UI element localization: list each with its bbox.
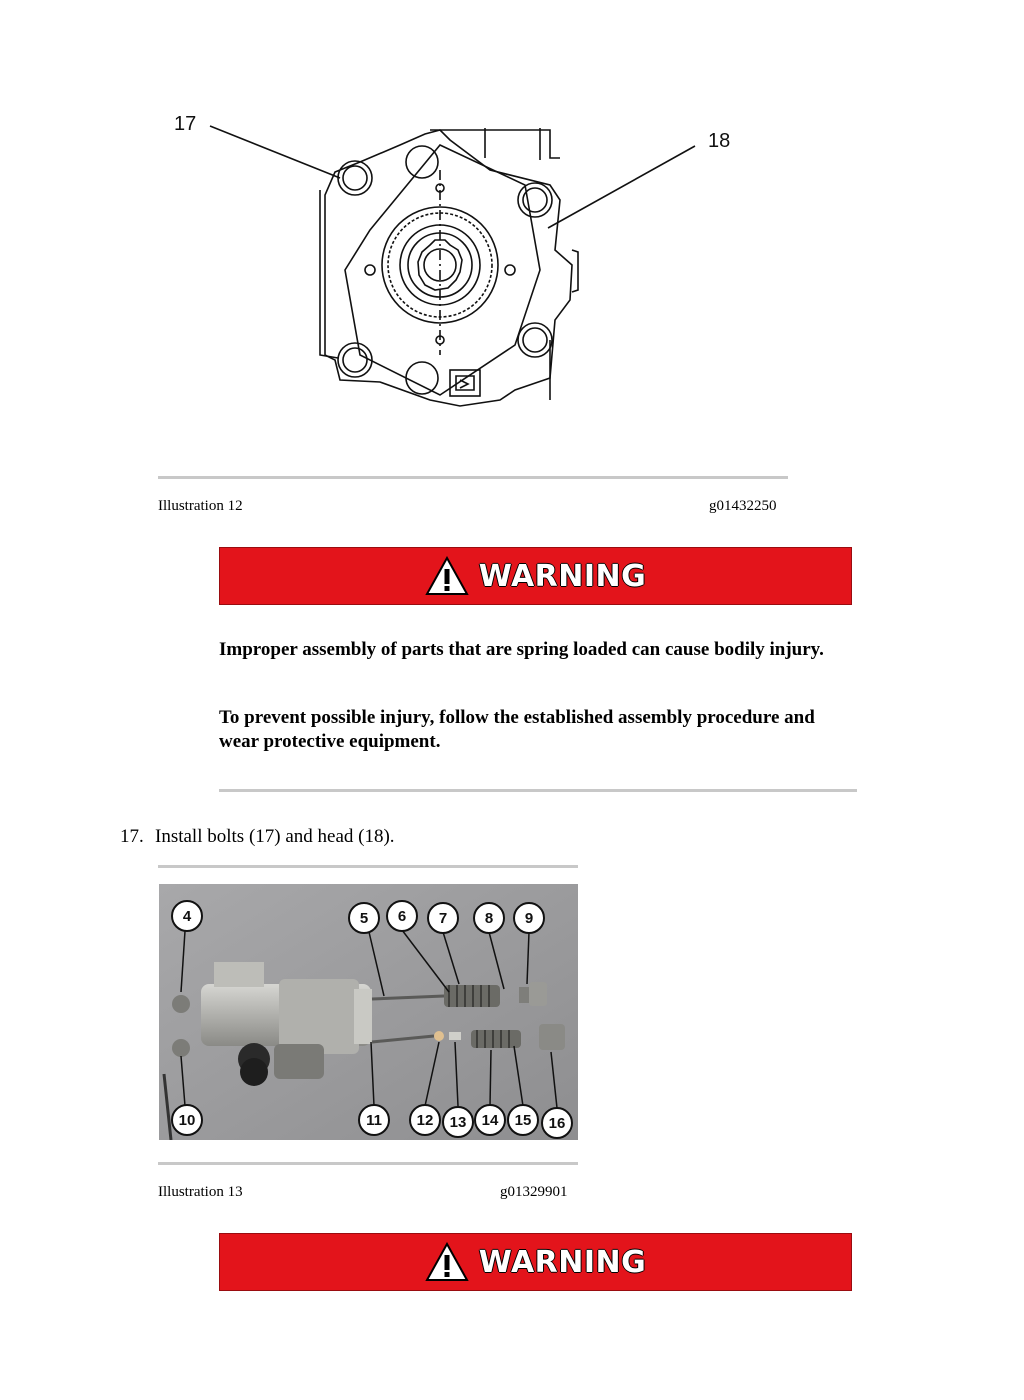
callout-5: 5 xyxy=(359,910,369,927)
callout-17: 17 xyxy=(174,113,197,135)
step-17 xyxy=(120,826,395,848)
warning-triangle-icon xyxy=(425,1242,469,1282)
caption-code-13: g01329901 xyxy=(500,1184,568,1200)
divider-warning xyxy=(219,789,857,792)
callout-16: 16 xyxy=(548,1115,566,1132)
callout-11: 11 xyxy=(366,1112,382,1129)
step-text: Install bolts (17) and head (18). xyxy=(155,826,395,847)
callout-8: 8 xyxy=(484,910,494,927)
divider-illustration-13 xyxy=(158,1162,578,1165)
warning-banner-2-text: WARNING xyxy=(478,1244,647,1280)
callout-4: 4 xyxy=(182,908,192,925)
caption-label-12: Illustration 12 xyxy=(158,498,243,514)
warning-triangle-icon xyxy=(425,556,469,596)
caption-code-12: g01432250 xyxy=(709,498,777,514)
callout-12: 12 xyxy=(416,1112,434,1129)
warning-banner-2 xyxy=(219,1233,852,1291)
divider-above-illustration-13 xyxy=(158,865,578,868)
caption-label-13: Illustration 13 xyxy=(158,1184,243,1200)
callout-18: 18 xyxy=(708,130,731,152)
illustration-12-drawing xyxy=(160,100,780,440)
callout-13: 13 xyxy=(449,1114,467,1131)
callout-10: 10 xyxy=(178,1112,196,1129)
warning-banner-text: WARNING xyxy=(478,558,647,594)
warning-banner xyxy=(219,547,852,605)
warning-paragraph-1: Improper assembly of parts that are spring loaded can cause bodily injury. xyxy=(219,639,824,660)
callout-9: 9 xyxy=(524,910,534,927)
callout-15: 15 xyxy=(514,1112,532,1129)
warning-paragraph-2: To prevent possible injury, follow the established assembly procedure and wear protective equipment. xyxy=(219,707,815,752)
callout-14: 14 xyxy=(481,1112,499,1129)
divider-illustration-12 xyxy=(158,476,788,479)
callout-6: 6 xyxy=(397,908,407,925)
step-number: 17. xyxy=(120,826,144,847)
illustration-13-photo xyxy=(159,884,578,1140)
callout-7: 7 xyxy=(438,910,448,927)
